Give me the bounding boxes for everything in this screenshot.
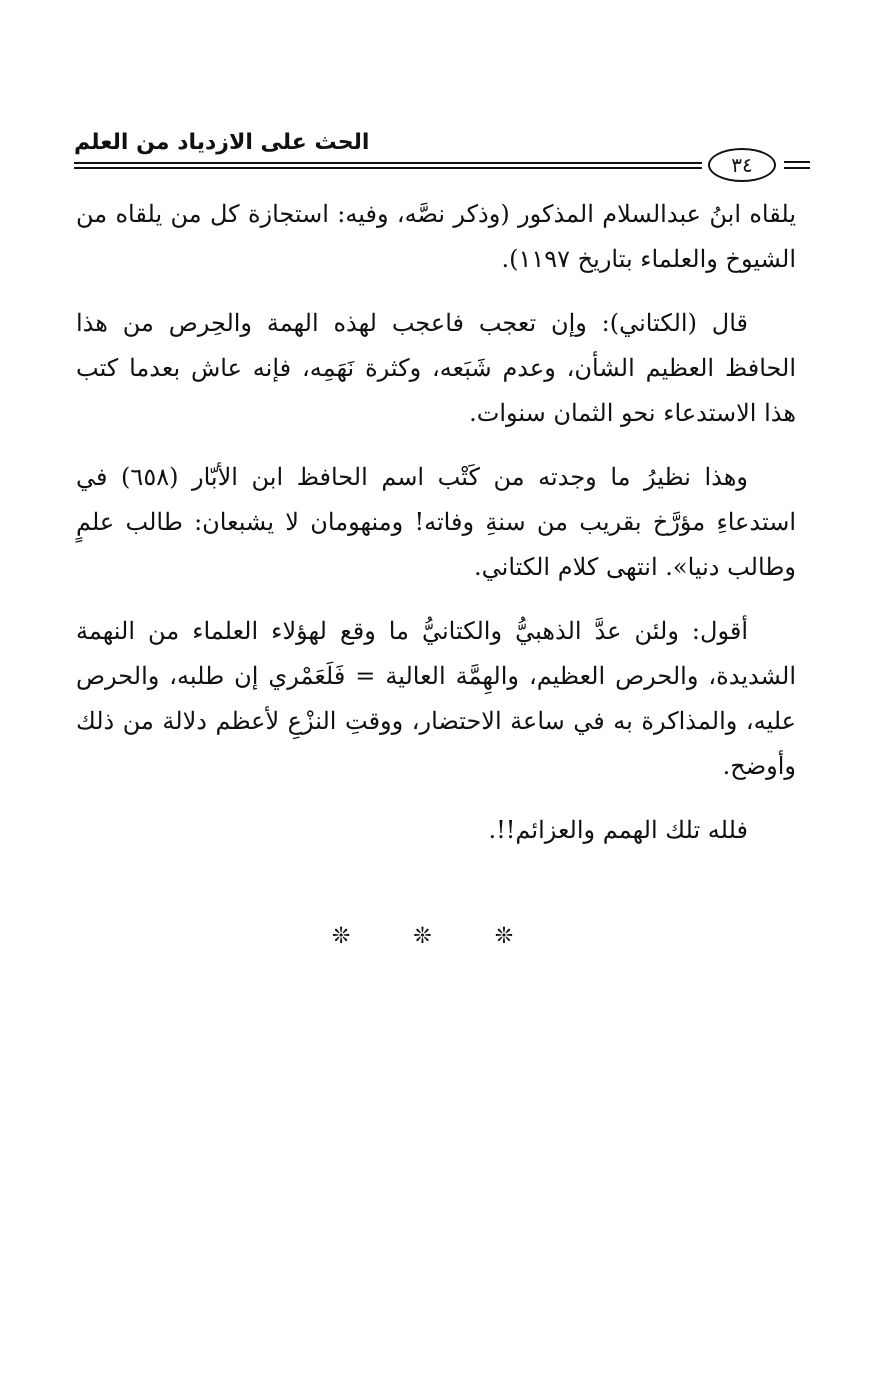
header-tick bbox=[784, 167, 810, 169]
paragraph-5: فلله تلك الهمم والعزائم!!. bbox=[488, 816, 748, 844]
paragraph-1: يلقاه ابنُ عبدالسلام المذكور (وذكر نصَّه، وفيه: استجازة كل من يلقاه من الشيوخ والعلماء بتاريخ ١١٩٧). bbox=[76, 200, 796, 273]
header-title: الحث على الازدياد من العلم bbox=[74, 130, 370, 155]
paragraph-2: قال (الكتاني): وإن تعجب فاعجب لهذه الهمة والحِرص من هذا الحافظ العظيم الشأن، وعدم شَبَعه، وكثرة نَهَمِه، فإنه عاش بعدما كتب هذا الاستدعاء نحو الثمان سنوات. bbox=[76, 309, 796, 427]
paragraph-3: وهذا نظيرُ ما وجدته من كَتْب اسم الحافظ ابن الأبّار (٦٥٨) في استدعاءِ مؤرَّخ بقريب من سنةِ وفاته! ومنهومان لا يشبعان: طالب علمٍ وطالب دنيا». انتهى كلام الكتاني. bbox=[76, 463, 796, 581]
page-body bbox=[76, 192, 796, 872]
running-header bbox=[74, 128, 810, 184]
header-tick bbox=[784, 161, 810, 163]
paragraph-4: أقول: ولئن عدَّ الذهبيُّ والكتانيُّ ما وقع لهؤلاء العلماء من النهمة الشديدة، والحرص العظيم، والهِمَّة العالية = فَلَعَمْري إن طلبه، والحرص عليه، والمذاكرة به في ساعة الاحتضار، ووقتِ النزْعِ لأعظم دلالة من ذلك وأوضح. bbox=[76, 617, 796, 780]
header-rule bbox=[74, 162, 702, 164]
header-rule-secondary bbox=[74, 167, 702, 169]
page-number: ٣٤ bbox=[708, 148, 776, 182]
section-divider-ornament: ❊ ❊ ❊ bbox=[331, 924, 542, 949]
